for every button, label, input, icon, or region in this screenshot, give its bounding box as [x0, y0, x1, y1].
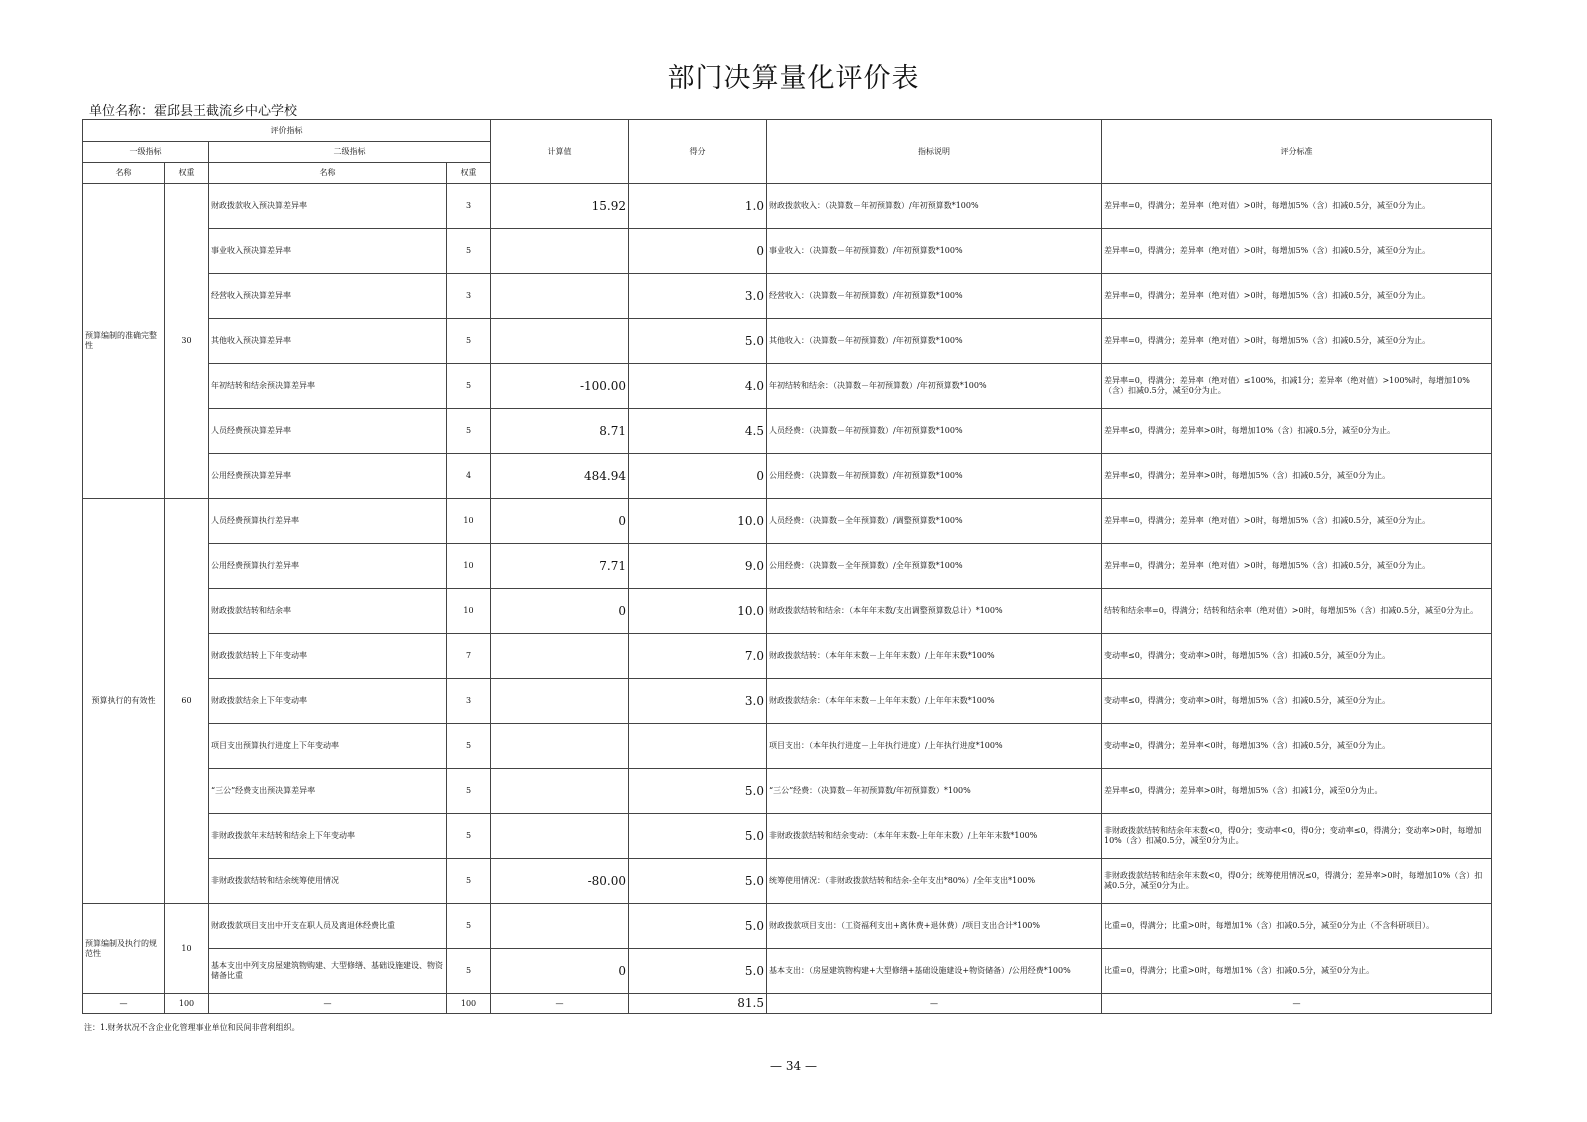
header-explanation: 指标说明: [767, 120, 1102, 184]
scoring-standard: 差异率=0，得满分；差异率（绝对值）>0时，每增加5%（含）扣减0.5分，减至0分为止。: [1102, 319, 1492, 364]
table-row: [83, 679, 1492, 724]
score: 4.5: [629, 409, 767, 454]
indicator-weight: 5: [447, 859, 491, 904]
indicator-name: 公用经费预算执行差异率: [209, 544, 447, 589]
table-row: [83, 904, 1492, 949]
scoring-standard: 变动率≤0，得满分；变动率>0时，每增加5%（含）扣减0.5分，减至0分为止。: [1102, 634, 1492, 679]
indicator-name: “三公”经费支出预决算差异率: [209, 769, 447, 814]
table-row: [83, 184, 1492, 229]
calc-value: -100.00: [491, 364, 629, 409]
table-row: [83, 814, 1492, 859]
calc-value: [491, 274, 629, 319]
score: [629, 724, 767, 769]
indicator-weight: 5: [447, 769, 491, 814]
indicator-description: 统筹使用情况：（非财政拨款结转和结余-全年支出*80%）/全年支出*100%: [767, 859, 1102, 904]
indicator-description: 项目支出：（本年执行进度－上年执行进度）/上年执行进度*100%: [767, 724, 1102, 769]
calc-value: [491, 814, 629, 859]
score: 10.0: [629, 499, 767, 544]
header-level1: 一级指标: [83, 142, 209, 163]
group-name: 预算编制的准确完整性: [83, 184, 165, 499]
score: 3.0: [629, 679, 767, 724]
table-row: [83, 229, 1492, 274]
table-row: [83, 589, 1492, 634]
header-level2-weight: 权重: [447, 163, 491, 184]
scoring-standard: 结转和结余率=0，得满分；结转和结余率（绝对值）>0时，每增加5%（含）扣减0.5分，减至0分为止。: [1102, 589, 1492, 634]
indicator-name: 人员经费预决算差异率: [209, 409, 447, 454]
indicator-weight: 7: [447, 634, 491, 679]
indicator-description: 财政拨款结转：（本年年末数－上年年末数）/上年年末数*100%: [767, 634, 1102, 679]
table-row: [83, 634, 1492, 679]
table-row: [83, 274, 1492, 319]
header-calc-value: 计算值: [491, 120, 629, 184]
total-score: 81.5: [629, 994, 767, 1014]
group-weight: 60: [165, 499, 209, 904]
scoring-standard: 差异率=0，得满分；差异率（绝对值）>0时，每增加5%（含）扣减0.5分，减至0分为止。: [1102, 184, 1492, 229]
score: 4.0: [629, 364, 767, 409]
indicator-name: 项目支出预算执行进度上下年变动率: [209, 724, 447, 769]
indicator-description: 财政拨款结转和结余：（本年年末数/支出调整预算数总计）*100%: [767, 589, 1102, 634]
footnote: 注：1.财务状况不含企业化管理事业单位和民间非营利组织。: [84, 1023, 300, 1032]
calc-value: 0: [491, 499, 629, 544]
indicator-description: 财政拨款项目支出：（工资福利支出+离休费+退休费）/项目支出合计*100%: [767, 904, 1102, 949]
indicator-weight: 5: [447, 904, 491, 949]
scoring-standard: 变动率≥0，得满分；差异率<0时，每增加3%（含）扣减0.5分，减至0分为止。: [1102, 724, 1492, 769]
indicator-description: 基本支出：（房屋建筑物构建+大型修缮+基础设施建设+物资储备）/公用经费*100%: [767, 949, 1102, 994]
header-level1-weight: 权重: [165, 163, 209, 184]
indicator-weight: 5: [447, 724, 491, 769]
calc-value: 15.92: [491, 184, 629, 229]
indicator-description: 财政拨款结余：（本年年末数－上年年末数）/上年年末数*100%: [767, 679, 1102, 724]
score: 10.0: [629, 589, 767, 634]
table-row: [83, 499, 1492, 544]
group-weight: 10: [165, 904, 209, 994]
calc-value: [491, 319, 629, 364]
header-eval-indicator: 评价指标: [83, 120, 491, 142]
indicator-weight: 3: [447, 679, 491, 724]
score: 9.0: [629, 544, 767, 589]
indicator-weight: 10: [447, 589, 491, 634]
indicator-name: 非财政拨款年末结转和结余上下年变动率: [209, 814, 447, 859]
scoring-standard: 差异率≤0，得满分；差异率>0时，每增加5%（含）扣减1分，减至0分为止。: [1102, 769, 1492, 814]
table-row: [83, 949, 1492, 994]
total-indicator-name: —: [209, 994, 447, 1014]
indicator-description: 人员经费：（决算数－年初预算数）/年初预算数*100%: [767, 409, 1102, 454]
total-weight: 100: [165, 994, 209, 1014]
indicator-name: 财政拨款结转上下年变动率: [209, 634, 447, 679]
indicator-weight: 5: [447, 364, 491, 409]
evaluation-table: [82, 119, 1492, 1014]
indicator-weight: 3: [447, 184, 491, 229]
score: 5.0: [629, 949, 767, 994]
table-row: [83, 454, 1492, 499]
total-indicator-weight: 100: [447, 994, 491, 1014]
total-standard: —: [1102, 994, 1492, 1014]
indicator-weight: 5: [447, 229, 491, 274]
score: 5.0: [629, 319, 767, 364]
scoring-standard: 差异率=0，得满分；差异率（绝对值）>0时，每增加5%（含）扣减0.5分，减至0分为止。: [1102, 274, 1492, 319]
score: 7.0: [629, 634, 767, 679]
score: 5.0: [629, 859, 767, 904]
scoring-standard: 差异率=0，得满分；差异率（绝对值）>0时，每增加5%（含）扣减0.5分，减至0分为止。: [1102, 544, 1492, 589]
calc-value: [491, 634, 629, 679]
indicator-weight: 5: [447, 814, 491, 859]
table-row: [83, 769, 1492, 814]
calc-value: 0: [491, 589, 629, 634]
indicator-weight: 5: [447, 319, 491, 364]
calc-value: [491, 724, 629, 769]
score: 5.0: [629, 769, 767, 814]
scoring-standard: 比重=0，得满分；比重>0时，每增加1%（含）扣减0.5分，减至0分为止（不含科研项目）。: [1102, 904, 1492, 949]
indicator-weight: 4: [447, 454, 491, 499]
total-calc-value: —: [491, 994, 629, 1014]
header-level2: 二级指标: [209, 142, 491, 163]
page-title: 部门决算量化评价表: [667, 63, 920, 94]
indicator-weight: 5: [447, 949, 491, 994]
indicator-description: 年初结转和结余：（决算数－年初预算数）/年初预算数*100%: [767, 364, 1102, 409]
calc-value: 0: [491, 949, 629, 994]
table-row: [83, 859, 1492, 904]
group-weight: 30: [165, 184, 209, 499]
scoring-standard: 差异率=0，得满分；差异率（绝对值）>0时，每增加5%（含）扣减0.5分，减至0分为止。: [1102, 229, 1492, 274]
calc-value: 8.71: [491, 409, 629, 454]
indicator-name: 公用经费预决算差异率: [209, 454, 447, 499]
indicator-name: 其他收入预决算差异率: [209, 319, 447, 364]
scoring-standard: 比重=0，得满分；比重>0时，每增加1%（含）扣减0.5分，减至0分为止。: [1102, 949, 1492, 994]
indicator-name: 年初结转和结余预决算差异率: [209, 364, 447, 409]
table-row: [83, 724, 1492, 769]
calc-value: 7.71: [491, 544, 629, 589]
calc-value: 484.94: [491, 454, 629, 499]
indicator-weight: 10: [447, 544, 491, 589]
score: 0: [629, 229, 767, 274]
scoring-standard: 非财政拨款结转和结余年末数<0，得0分；统筹使用情况≤0，得满分；差异率>0时，每增加10%（含）扣减0.5分，减至0分为止。: [1102, 859, 1492, 904]
score: 3.0: [629, 274, 767, 319]
group-name: 预算编制及执行的规范性: [83, 904, 165, 994]
scoring-standard: 差异率=0，得满分；差异率（绝对值）≤100%，扣减1分；差异率（绝对值）>100%时，每增加10%（含）扣减0.5分，减至0分为止。: [1102, 364, 1492, 409]
indicator-weight: 3: [447, 274, 491, 319]
scoring-standard: 非财政拨款结转和结余年末数<0，得0分；变动率<0，得0分；变动率≤0，得满分；变动率>0时，每增加10%（含）扣减0.5分，减至0分为止。: [1102, 814, 1492, 859]
calc-value: [491, 679, 629, 724]
calc-value: -80.00: [491, 859, 629, 904]
score: 0: [629, 454, 767, 499]
indicator-description: “三公”经费：（决算数－年初预算数/年初预算数）*100%: [767, 769, 1102, 814]
calc-value: [491, 904, 629, 949]
indicator-weight: 10: [447, 499, 491, 544]
score: 1.0: [629, 184, 767, 229]
indicator-name: 财政拨款结余上下年变动率: [209, 679, 447, 724]
score: 5.0: [629, 814, 767, 859]
indicator-description: 其他收入：（决算数－年初预算数）/年初预算数*100%: [767, 319, 1102, 364]
scoring-standard: 差异率≤0，得满分；差异率>0时，每增加5%（含）扣减0.5分，减至0分为止。: [1102, 454, 1492, 499]
header-score: 得分: [629, 120, 767, 184]
indicator-description: 事业收入：（决算数－年初预算数）/年初预算数*100%: [767, 229, 1102, 274]
calc-value: [491, 229, 629, 274]
scoring-standard: 变动率≤0，得满分；变动率>0时，每增加5%（含）扣减0.5分，减至0分为止。: [1102, 679, 1492, 724]
total-row: [83, 994, 1492, 1014]
header-level1-name: 名称: [83, 163, 165, 184]
indicator-name: 经营收入预决算差异率: [209, 274, 447, 319]
total-name: —: [83, 994, 165, 1014]
indicator-name: 非财政拨款结转和结余统筹使用情况: [209, 859, 447, 904]
indicator-description: 非财政拨款结转和结余变动：（本年年末数-上年年末数）/上年年末数*100%: [767, 814, 1102, 859]
indicator-name: 财政拨款项目支出中开支在职人员及离退休经费比重: [209, 904, 447, 949]
group-name: 预算执行的有效性: [83, 499, 165, 904]
table-row: [83, 544, 1492, 589]
score: 5.0: [629, 904, 767, 949]
header-standard: 评分标准: [1102, 120, 1492, 184]
indicator-weight: 5: [447, 409, 491, 454]
indicator-description: 经营收入：（决算数－年初预算数）/年初预算数*100%: [767, 274, 1102, 319]
table-row: [83, 409, 1492, 454]
table-row: [83, 364, 1492, 409]
page-number: — 34 —: [770, 1059, 817, 1073]
scoring-standard: 差异率≤0，得满分；差异率>0时，每增加10%（含）扣减0.5分，减至0分为止。: [1102, 409, 1492, 454]
indicator-description: 公用经费：（决算数－全年预算数）/全年预算数*100%: [767, 544, 1102, 589]
unit-name: 单位名称：霍邱县王截流乡中心学校: [89, 104, 298, 119]
header-level2-name: 名称: [209, 163, 447, 184]
calc-value: [491, 769, 629, 814]
indicator-name: 财政拨款收入预决算差异率: [209, 184, 447, 229]
indicator-name: 财政拨款结转和结余率: [209, 589, 447, 634]
indicator-description: 公用经费：（决算数－年初预算数）/年初预算数*100%: [767, 454, 1102, 499]
indicator-description: 人员经费：（决算数－全年预算数）/调整预算数*100%: [767, 499, 1102, 544]
indicator-name: 基本支出中列支房屋建筑物购建、大型修缮、基础设施建设、物资储备比重: [209, 949, 447, 994]
scoring-standard: 差异率=0，得满分；差异率（绝对值）>0时，每增加5%（含）扣减0.5分，减至0分为止。: [1102, 499, 1492, 544]
total-description: —: [767, 994, 1102, 1014]
indicator-name: 事业收入预决算差异率: [209, 229, 447, 274]
indicator-name: 人员经费预算执行差异率: [209, 499, 447, 544]
table-row: [83, 319, 1492, 364]
indicator-description: 财政拨款收入：（决算数－年初预算数）/年初预算数*100%: [767, 184, 1102, 229]
